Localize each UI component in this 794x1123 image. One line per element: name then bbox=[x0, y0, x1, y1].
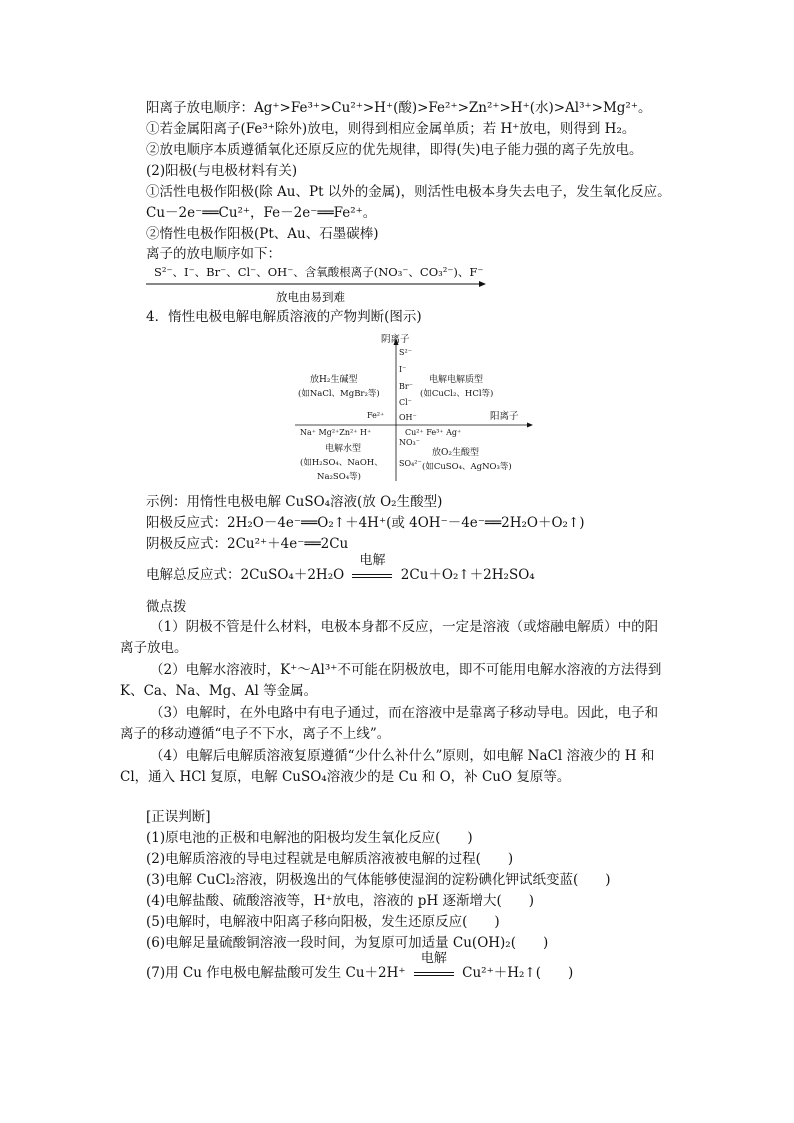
y-axis-label: 阴离子 bbox=[381, 334, 410, 345]
quadrant4-title: 放O₂生酸型 bbox=[432, 448, 479, 458]
quadrant2-example: (如NaCl、MgBr₂等) bbox=[298, 389, 380, 399]
tip-paragraph: （2）电解水溶液时，K⁺～Al³⁺不可能在阴极放电，即不可能用电解水溶液的方法得到 bbox=[150, 662, 662, 678]
electrolysis-condition bbox=[352, 553, 392, 584]
anion-label: Cl⁻ bbox=[399, 398, 412, 407]
electrolysis-quadrant-diagram bbox=[295, 333, 535, 483]
section-title: 4．惰性电极电解电解质溶液的产物判断(图示) bbox=[146, 309, 422, 325]
anion-label: I⁻ bbox=[399, 365, 407, 374]
example-title: 示例：用惰性电极电解 CuSO₄溶液(放 O₂生酸型) bbox=[146, 494, 443, 510]
anion-label: SO₄²⁻ bbox=[399, 459, 422, 468]
tip-paragraph: （1）阴极不管是什么材料，电极本身都不反应，一定是溶液（或熔融电解质）中的阳 bbox=[150, 619, 659, 635]
judge-item: (6)电解足量硫酸铜溶液一段时间，为复原可加适量 Cu(OH)₂( ) bbox=[146, 935, 549, 951]
anion-label: OH⁻ bbox=[399, 413, 417, 422]
text-line: ①若金属阳离子(Fe³⁺除外)放电，则得到相应金属单质；若 H⁺放电，则得到 H₂。 bbox=[146, 121, 636, 137]
judge-title: [正误判断] bbox=[146, 809, 211, 825]
anion-order-figure bbox=[146, 263, 486, 305]
judge-item: (4)电解盐酸、硫酸溶液等，H⁺放电，溶液的 pH 逐渐增大( ) bbox=[146, 893, 535, 909]
tip-paragraph: 离子的移动遵循“电子不下水，离子不上线”。 bbox=[120, 726, 391, 742]
tip-paragraph: （4）电解后电解质溶液复原遵循“少什么补什么”原则，如电解 NaCl 溶液少的 H 和 bbox=[150, 748, 655, 764]
quadrant3-example: Na₂SO₄等) bbox=[317, 472, 361, 482]
total-equation-left: 电解总反应式：2CuSO₄＋2H₂O bbox=[146, 567, 345, 583]
text-line: 阳离子放电顺序：Ag⁺>Fe³⁺>Cu²⁺>H⁺(酸)>Fe²⁺>Zn²⁺>H⁺(水)>Al³⁺>Mg²⁺。 bbox=[146, 100, 652, 116]
equal-sign-icon bbox=[352, 574, 392, 578]
judge-item bbox=[146, 951, 574, 982]
cation-label-left: Na⁺ Mg²⁺Zn²⁺ H⁺ bbox=[300, 428, 372, 437]
anion-label: NO₃⁻ bbox=[399, 438, 420, 447]
text-line: (2)阳极(与电极材料有关) bbox=[146, 163, 298, 179]
x-axis-arrow-icon bbox=[527, 423, 533, 428]
cation-label-right: Cu²⁺ Fe³⁺ Ag⁺ bbox=[405, 428, 462, 437]
judge-item: (3)电解 CuCl₂溶液，阴极逸出的气体能够使湿润的淀粉碘化钾试纸变蓝( ) bbox=[146, 872, 611, 888]
total-equation bbox=[146, 553, 535, 584]
anion-order-sequence: S²⁻、I⁻、Br⁻、Cl⁻、OH⁻、含氧酸根离子(NO₃⁻、CO₃²⁻)、F⁻ bbox=[154, 265, 484, 279]
electrolysis-condition bbox=[414, 951, 454, 982]
anion-label: S²⁻ bbox=[399, 348, 412, 357]
total-equation-right: 2Cu＋O₂↑＋2H₂SO₄ bbox=[400, 567, 535, 583]
tip-paragraph: 离子放电。 bbox=[120, 640, 188, 656]
cathode-equation: 阴极反应式：2Cu²⁺＋4e⁻══2Cu bbox=[146, 536, 349, 552]
x-axis-label: 阳离子 bbox=[490, 411, 519, 422]
cation-label-fe2: Fe²⁺ bbox=[367, 411, 385, 420]
quadrant1-example: (如CuCl₂、HCl等) bbox=[420, 389, 494, 399]
text-line: ②放电顺序本质遵循氧化还原反应的优先规律，即得(失)电子能力强的离子先放电。 bbox=[146, 142, 643, 158]
quadrant2-title: 放H₂生碱型 bbox=[310, 375, 358, 385]
judge-item7-left: (7)用 Cu 作电极电解盐酸可发生 Cu＋2H⁺ bbox=[146, 965, 406, 981]
judge-item: (2)电解质溶液的导电过程就是电解质溶液被电解的过程( ) bbox=[146, 851, 514, 867]
text-line: Cu－2e⁻══Cu²⁺，Fe－2e⁻══Fe²⁺。 bbox=[146, 205, 377, 221]
quadrant1-title: 电解电解质型 bbox=[429, 375, 484, 385]
anode-equation: 阳极反应式：2H₂O－4e⁻══O₂↑＋4H⁺(或 4OH⁻－4e⁻══2H₂O＋O₂↑) bbox=[146, 515, 585, 531]
quadrant3-example: (如H₂SO₄、NaOH、 bbox=[300, 458, 383, 468]
text-line: 离子的放电顺序如下： bbox=[146, 246, 281, 262]
judge-item7-right: Cu²⁺＋H₂↑( ) bbox=[462, 965, 574, 981]
tips-title: 微点拨 bbox=[146, 599, 187, 615]
tip-paragraph: Cl，通入 HCl 复原，电解 CuSO₄溶液少的是 Cu 和 O，补 CuO 复原等。 bbox=[120, 769, 571, 785]
anion-label: Br⁻ bbox=[399, 382, 413, 391]
text-line: ②惰性电极作阳极(Pt、Au、石墨碳棒) bbox=[146, 226, 379, 242]
condition-label: 电解 bbox=[420, 951, 447, 966]
tip-paragraph: （3）电解时，在外电路中有电子通过，而在溶液中是靠离子移动导电。因此，电子和 bbox=[150, 705, 659, 721]
anion-order-caption: 放电由易到难 bbox=[276, 290, 345, 304]
condition-label: 电解 bbox=[359, 553, 386, 568]
quadrant3-title: 电解水型 bbox=[325, 444, 362, 454]
tip-paragraph: K、Ca、Na、Mg、Al 等金属。 bbox=[120, 683, 318, 699]
quadrant4-example: (如CuSO₄、AgNO₃等) bbox=[422, 462, 512, 472]
judge-item: (5)电解时，电解液中阳离子移向阳极，发生还原反应( ) bbox=[146, 914, 500, 930]
equal-sign-icon bbox=[414, 972, 454, 976]
judge-item: (1)原电池的正极和电解池的阳极均发生氧化反应( ) bbox=[146, 830, 473, 846]
text-line: ①活性电极作阳极(除 Au、Pt 以外的金属)，则活性电极本身失去电子，发生氧化反应。 bbox=[146, 184, 671, 200]
